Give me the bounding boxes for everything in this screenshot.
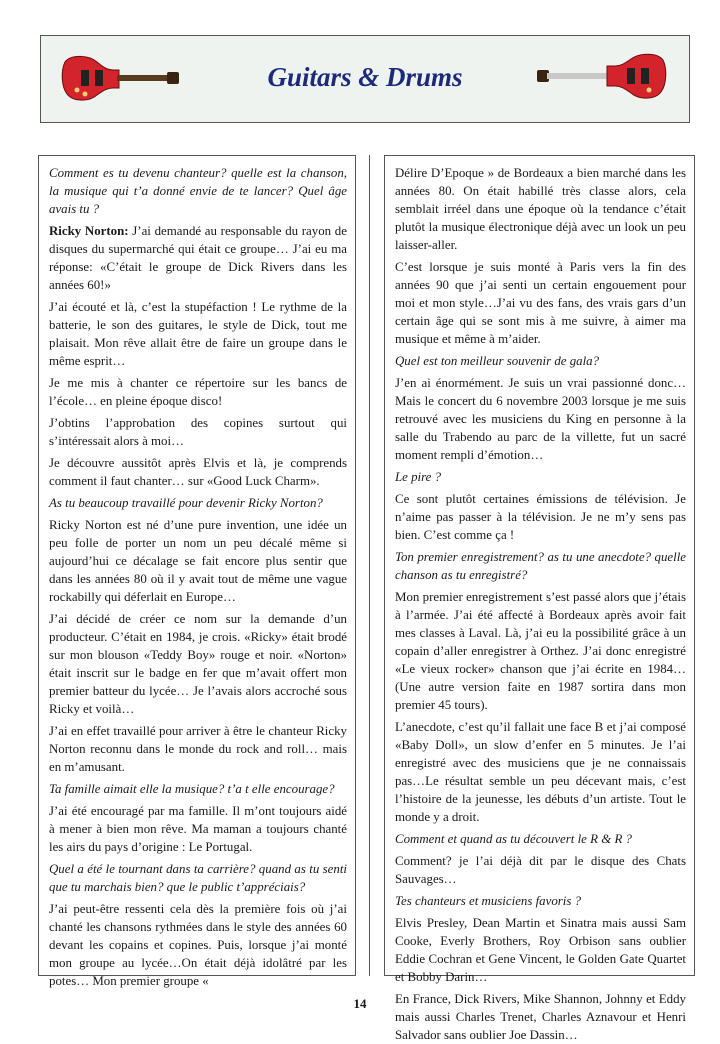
interview-question: Ta famille aimait elle la musique? t’a t elle encourage? bbox=[49, 782, 335, 796]
interview-answer: Mon premier enregistrement s’est passé alors que j’étais à l’armée. J’ai été affecté à Bordeaux après avoir fait mes classes à Laval. Là, j’ai eu la possibilité grâce à un copain d’aller enregistrer à Orthez. J’ai donc enregistré «Le vieux rocker» chanson que j’ai écrite en 1984… (Une autre version faite en 1987 sortira dans mon premier 45 tours). bbox=[395, 590, 686, 712]
magazine-header bbox=[40, 35, 690, 123]
interview-question: Tes chanteurs et musiciens favoris ? bbox=[395, 894, 582, 908]
page-number: 14 bbox=[353, 996, 367, 1011]
interview-answer: J’ai écouté et là, c’est la stupéfaction ! Le rythme de la batterie, le son des guitares, le style de Dick, tout me plaisait. Mon rêve allait être de faire un groupe dans le même esprit… bbox=[49, 300, 347, 368]
interview-question: Comment es tu devenu chanteur? quelle est la chanson, la musique qui t’a donné envie de te lancer? Quel âge avais tu ? bbox=[49, 166, 347, 216]
interview-question: Ton premier enregistrement? as tu une anecdote? quelle chanson as tu enregistré? bbox=[395, 550, 686, 582]
interview-answer: Délire D’Epoque » de Bordeaux a bien marché dans les années 80. On était habillé très classe alors, cela semblait irréel dans une époque où la tendance c’était plutôt la musique électronique déjà avec un look un peu laisser-aller. bbox=[395, 166, 686, 252]
interview-answer: J’obtins l’approbation des copines surtout qui s’intéressait alors à moi… bbox=[49, 416, 347, 448]
answer-text: J’ai demandé au responsable du rayon de disques du supermarché qui était ce groupe… J’ai eu ma réponse: «C’était le groupe de Dick Rivers dans les années 60!» bbox=[49, 224, 347, 292]
interview-question: Le pire ? bbox=[395, 470, 442, 484]
interview-question: Comment et quand as tu découvert le R & R ? bbox=[395, 832, 632, 846]
interview-answer bbox=[49, 222, 347, 294]
interview-answer: J’ai été encouragé par ma famille. Il m’ont toujours aidé à mener à bien mon rêve. Ma maman a toujours chanté les airs du pays d’origine : Le Portugal. bbox=[49, 804, 347, 854]
interview-answer: Ricky Norton est né d’une pure invention, une idée un peu folle de porter un nom un peu décalé même si aujourd’hui ce décalage se fait encore plus sentir que dans les années 80 où il y avait tout de même une vague rockabilly qui déferlait en Europe… bbox=[49, 518, 347, 604]
interview-answer: J’ai peut-être ressenti cela dès la première fois où j’ai chanté les chansons rythmées dans le style des années 60 devant les copains et copines. Puis, lorsque j’ai monté mon groupe au lycée…On était déjà idolâtré par les potes… Mon premier groupe « bbox=[49, 902, 347, 988]
interview-answer: J’ai décidé de créer ce nom sur la demande d’un producteur. C’était en 1984, je crois. «Ricky» était brodé sur mon blouson «Teddy Boy» rouge et noir. «Norton» était inscrit sur le badge en fer que m’avait offert mon premier batteur du lycée… Je l’avais alors accroché sous Ricky et voilà… bbox=[49, 612, 347, 716]
section-title: Guitars & Drums bbox=[267, 62, 463, 92]
interview-answer: Je découvre aussitôt après Elvis et là, je comprends comment il faut chanter… sur «Good Luck Charm». bbox=[49, 456, 347, 488]
interview-answer: J’ai en effet travaillé pour arriver à être le chanteur Ricky Norton reconnu dans le monde du rock and roll… mais en m’amusant. bbox=[49, 724, 347, 774]
speaker-name: Ricky Norton: bbox=[49, 224, 129, 238]
interview-answer: Je me mis à chanter ce répertoire sur les bancs de l’école… en pleine époque disco! bbox=[49, 376, 347, 408]
interview-answer: Ce sont plutôt certaines émissions de télévision. Je n’aime pas passer à la télévision. Je ne m’y sens pas bien. C’est comme ça ! bbox=[395, 492, 686, 542]
interview-answer: C’est lorsque je suis monté à Paris vers la fin des années 90 que j’ai senti un certain engouement pour moi et mon style…J’ai vu des fans, des vrais gars d’un certain âge qui se sont mis à me suivre, à aimer ma musique et même à m’aider. bbox=[395, 260, 686, 346]
interview-answer: Comment? je l’ai déjà dit par le disque des Chats Sauvages… bbox=[395, 854, 686, 886]
interview-question: Quel a été le tournant dans ta carrière? quand as tu senti que tu marchais bien? que le public t’appréciais? bbox=[49, 862, 347, 894]
interview-column-left bbox=[38, 155, 356, 988]
interview-question: As tu beaucoup travaillé pour devenir Ricky Norton? bbox=[49, 496, 323, 510]
interview-answer: En France, Dick Rivers, Mike Shannon, Johnny et Eddy mais aussi Charles Trenet, Charles Aznavour et Henri Salvador sans oublier Joe Dassin… bbox=[395, 992, 686, 1042]
interview-question: Quel est ton meilleur souvenir de gala? bbox=[395, 354, 600, 368]
interview-answer: J’en ai énormément. Je suis un vrai passionné donc… Mais le concert du 6 novembre 2003 lorsque je me suis retrouvé avec les musiciens du King en personne à la salle du Trabendo au parc de la villette, fut un sacré moment rempli d’émotion… bbox=[395, 376, 686, 462]
interview-answer: Elvis Presley, Dean Martin et Sinatra mais aussi Sam Cooke, Everly Brothers, Roy Orbison sans oublier Eddie Cochran et Gene Vincent, le Golden Gate Quartet et Bobby Darin… bbox=[395, 916, 686, 984]
interview-answer: L’anecdote, c’est qu’il fallait une face B et j’ai composé «Baby Doll», un slow d’enfer en 5 minutes. Je l’ai enregistré avec des musiciens que je ne connaissais pas…Le résultat semble un peu décevant mais, c’est l’histoire de la jeunesse, les débuts d’un artiste. Tout le monde y a droit. bbox=[395, 720, 686, 824]
red-electric-guitar-icon bbox=[535, 50, 669, 102]
interview-column-right bbox=[384, 155, 695, 1042]
column-divider bbox=[369, 155, 370, 976]
